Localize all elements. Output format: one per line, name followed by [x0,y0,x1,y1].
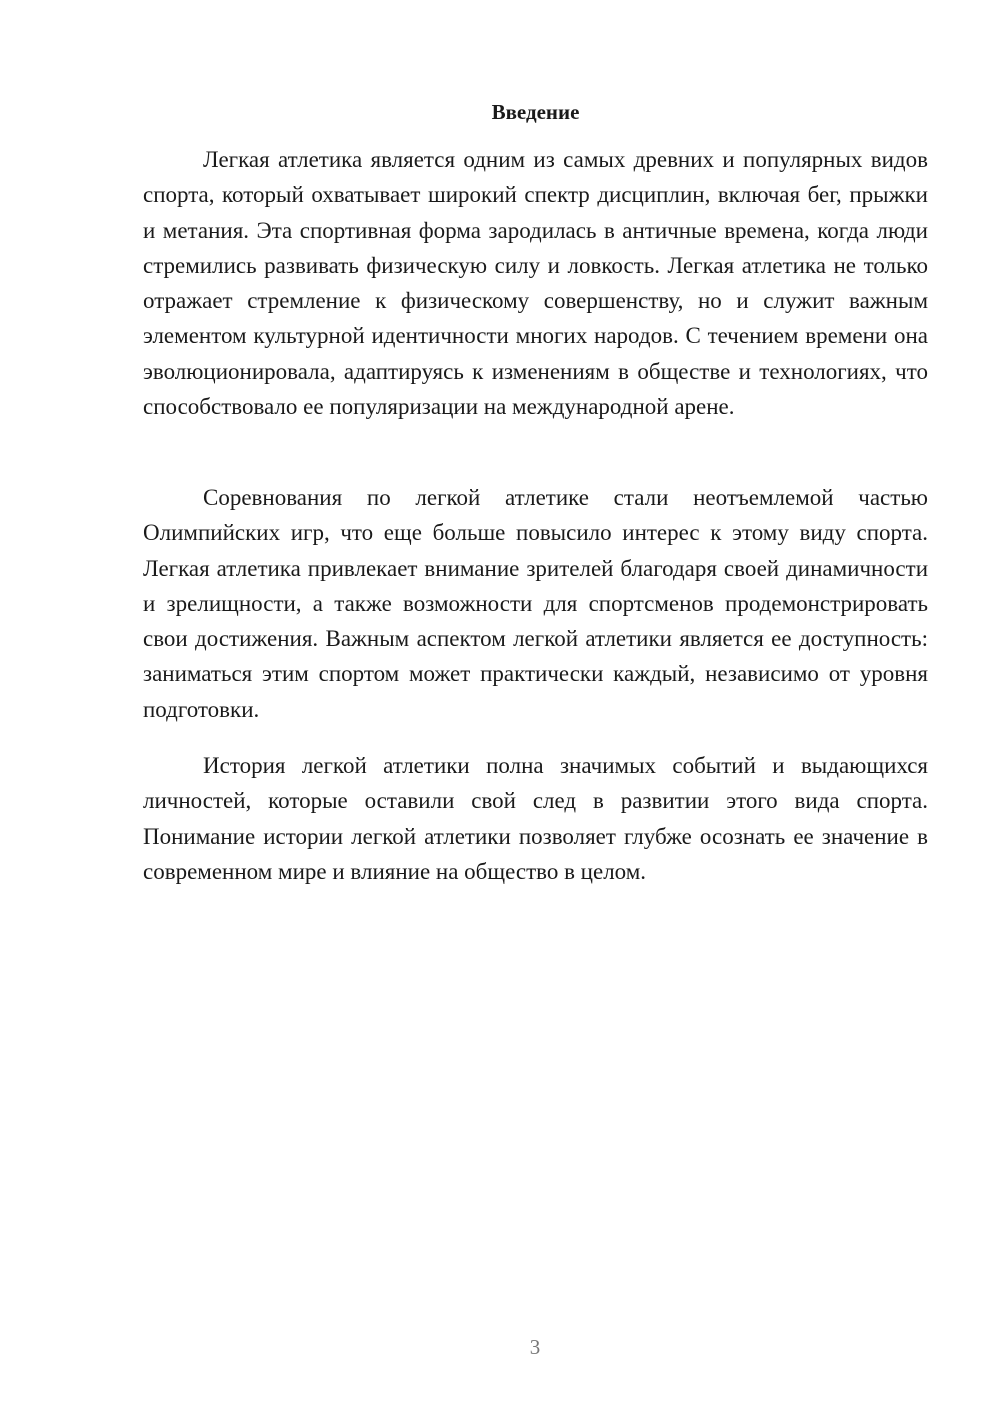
section-heading: Введение [491,100,580,124]
paragraph-introduction: Легкая атлетика является одним из самых древних и популярных видов спорта, который охватывает широкий спектр дисциплин, включая бег, прыжки и метания. Эта спортивная форма зародилась в античные времена, когда люди стремились развивать физическую силу и ловкость. Легкая атлетика не только отражает стремление к физическому совершенству, но и служит важным элементом культурной идентичности многих народов. С течением времени она эволюционировала, адаптируясь к изменениям в обществе и технологиях, что способствовало ее популяризации на международной арене. [143,147,928,420]
paragraph-history: История легкой атлетики полна значимых событий и выдающихся личностей, которые оставили свой след в развитии этого вида спорта. Понимание истории легкой атлетики позволяет глубже осознать ее значение в современном мире и влияние на общество в целом. [143,753,928,884]
paragraph-olympics: Соревнования по легкой атлетике стали неотъемлемой частью Олимпийских игр, что еще больше повысило интерес к этому виду спорта. Легкая атлетика привлекает внимание зрителей благодаря своей динамичности и зрелищности, а также возможности для спортсменов продемонстрировать свои достижения. Важным аспектом легкой атлетики является ее доступность: заниматься этим спортом может практически каждый, независимо от уровня подготовки. [143,485,928,722]
page-number: 3 [529,1335,541,1359]
